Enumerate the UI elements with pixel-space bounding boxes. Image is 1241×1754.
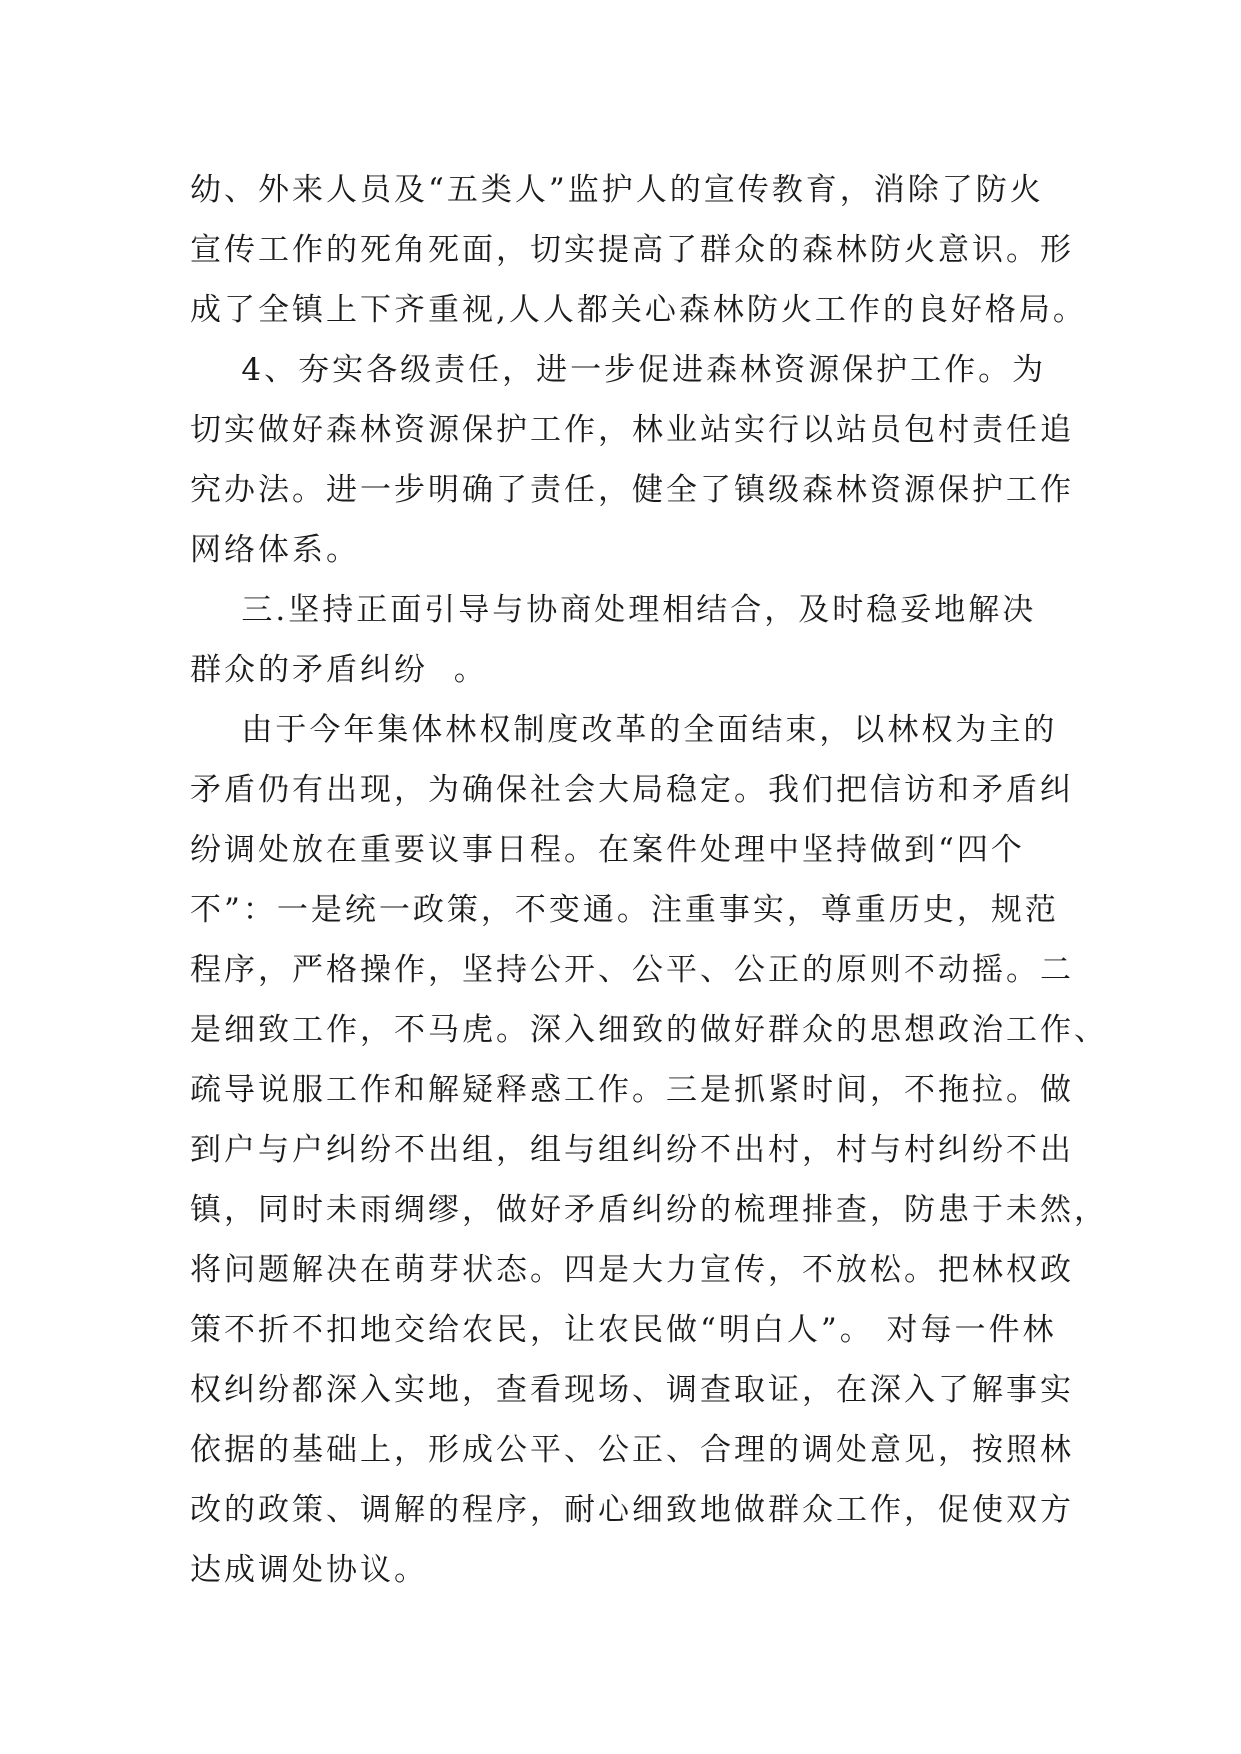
text-line: 策不折不扣地交给农民，让农民做“明白人”。 对每一件林 xyxy=(190,1312,1057,1348)
text-line: 成了全镇上下齐重视,人人都关心森林防火工作的良好格局。 xyxy=(190,292,1087,328)
text-line: 程序，严格操作，坚持公开、公平、公正的原则不动摇。二 xyxy=(190,952,1074,988)
text-line: 由于今年集体林权制度改革的全面结束，以林权为主的 xyxy=(190,712,1058,748)
text-line: 网络体系。 xyxy=(190,532,360,568)
text-line: 将问题解决在萌芽状态。四是大力宣传，不放松。把林权政 xyxy=(190,1252,1074,1288)
text-line: 4、夯实各级责任，进一步促进森林资源保护工作。为 xyxy=(190,352,1047,388)
text-line: 达成调处协议。 xyxy=(190,1552,428,1588)
text-line: 到户与户纠纷不出组，组与组纠纷不出村，村与村纠纷不出 xyxy=(190,1132,1074,1168)
text-line: 不”：一是统一政策，不变通。注重事实，尊重历史，规范 xyxy=(190,892,1059,928)
text-line: 矛盾仍有出现，为确保社会大局稳定。我们把信访和矛盾纠 xyxy=(190,772,1074,808)
body-text xyxy=(190,160,1150,1600)
text-line: 改的政策、调解的程序，耐心细致地做群众工作，促使双方 xyxy=(190,1492,1074,1528)
text-line: 三.坚持正面引导与协商处理相结合，及时稳妥地解决 xyxy=(190,592,1037,628)
text-line: 群众的矛盾纠纷 。 xyxy=(190,652,488,688)
text-line: 宣传工作的死角死面，切实提高了群众的森林防火意识。形 xyxy=(190,232,1074,268)
text-line: 权纠纷都深入实地，查看现场、调查取证，在深入了解事实 xyxy=(190,1372,1074,1408)
text-line: 疏导说服工作和解疑释惑工作。三是抓紧时间，不拖拉。做 xyxy=(190,1072,1074,1108)
text-line: 纷调处放在重要议事日程。在案件处理中坚持做到“四个 xyxy=(190,832,1025,868)
text-line: 依据的基础上，形成公平、公正、合理的调处意见，按照林 xyxy=(190,1432,1074,1468)
text-line: 是细致工作，不马虎。深入细致的做好群众的思想政治工作、 xyxy=(190,1012,1108,1048)
text-line: 幼、外来人员及“五类人”监护人的宣传教育，消除了防火 xyxy=(190,172,1044,208)
text-line: 究办法。进一步明确了责任，健全了镇级森林资源保护工作 xyxy=(190,472,1074,508)
text-line: 切实做好森林资源保护工作，林业站实行以站员包村责任追 xyxy=(190,412,1074,448)
text-line: 镇，同时未雨绸缪，做好矛盾纠纷的梳理排查，防患于未然， xyxy=(190,1192,1108,1228)
